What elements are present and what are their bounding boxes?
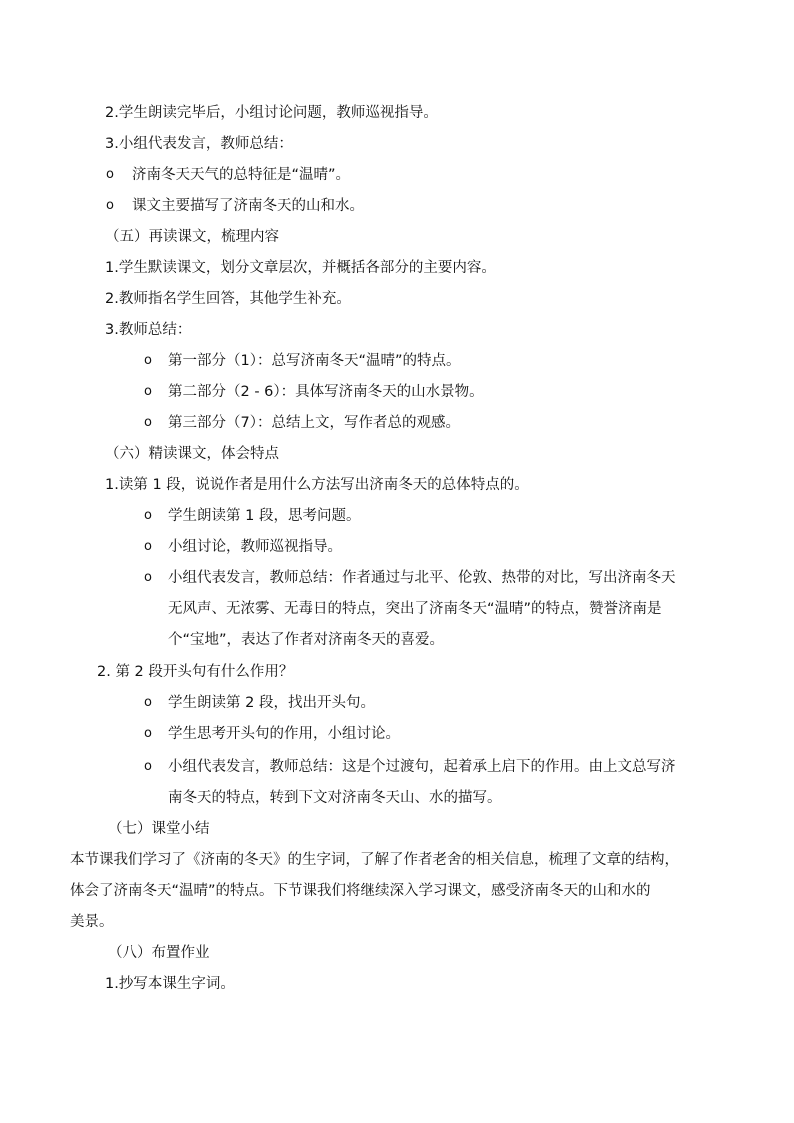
bullet-item: 课文主要描写了济南冬天的山和水。 [132,198,364,214]
list-item: 1.学生默读课文，划分文章层次，并概括各部分的主要内容。 [105,260,496,276]
bullet-text-line: 个“宝地”，表达了作者对济南冬天的喜爱。 [168,632,445,648]
bullet-icon: o [144,539,152,554]
bullet-icon: o [144,570,152,585]
bullet-icon: o [144,726,152,741]
paragraph-line: 本节课我们学习了《济南的冬天》的生字词，了解了作者老舍的相关信息，梳理了文章的结构， [70,852,679,868]
bullet-item: 学生朗读第 1 段，思考问题。 [168,508,361,524]
bullet-item: 第二部分（2 - 6）：具体写济南冬天的山水景物。 [168,384,484,400]
list-item: 3.小组代表发言，教师总结： [105,136,293,152]
bullet-icon: o [144,508,152,523]
list-item: 2.学生朗读完毕后，小组讨论问题，教师巡视指导。 [105,105,438,121]
list-item: 1.抄写本课生字词。 [105,976,235,992]
bullet-text-line: 南冬天的特点，转到下文对济南冬天山、水的描写。 [168,790,502,806]
bullet-item: 学生朗读第 2 段，找出开头句。 [168,695,375,711]
bullet-text-line: 无风声、无浓雾、无毒日的特点，突出了济南冬天“温晴”的特点，赞誉济南是 [168,601,662,617]
bullet-icon: o [106,167,114,182]
bullet-item: 济南冬天天气的总特征是“温晴”。 [132,167,351,183]
bullet-icon: o [144,384,152,399]
bullet-icon: o [106,198,114,213]
list-item: 3.教师总结： [105,322,192,338]
bullet-icon: o [144,415,152,430]
bullet-item: 小组讨论，教师巡视指导。 [168,539,342,555]
bullet-item: 第一部分（1）：总写济南冬天“温晴”的特点。 [168,353,461,369]
bullet-item: 第三部分（7）：总结上文，写作者总的观感。 [168,415,460,431]
section-heading: （八）布置作业 [108,945,210,961]
list-item: 2.教师指名学生回答，其他学生补充。 [105,291,351,307]
bullet-icon: o [144,759,152,774]
section-heading: （七）课堂小结 [108,821,210,837]
bullet-text-line: 小组代表发言，教师总结：这是个过渡句，起着承上启下的作用。由上文总写济 [168,759,676,775]
section-heading: （五）再读课文，梳理内容 [105,229,279,245]
bullet-icon: o [144,695,152,710]
bullet-text-line: 小组代表发言，教师总结：作者通过与北平、伦敦、热带的对比，写出济南冬天 [168,570,676,586]
paragraph-line: 体会了济南冬天“温晴”的特点。下节课我们将继续深入学习课文，感受济南冬天的山和水的 [70,883,651,899]
section-heading: （六）精读课文，体会特点 [105,446,279,462]
paragraph-line: 美景。 [70,914,114,930]
question-item: 2. 第 2 段开头句有什么作用？ [97,664,294,680]
bullet-item: 学生思考开头句的作用，小组讨论。 [168,726,400,742]
bullet-icon: o [144,353,152,368]
question-item: 1.读第 1 段，说说作者是用什么方法写出济南冬天的总体特点的。 [105,477,529,493]
